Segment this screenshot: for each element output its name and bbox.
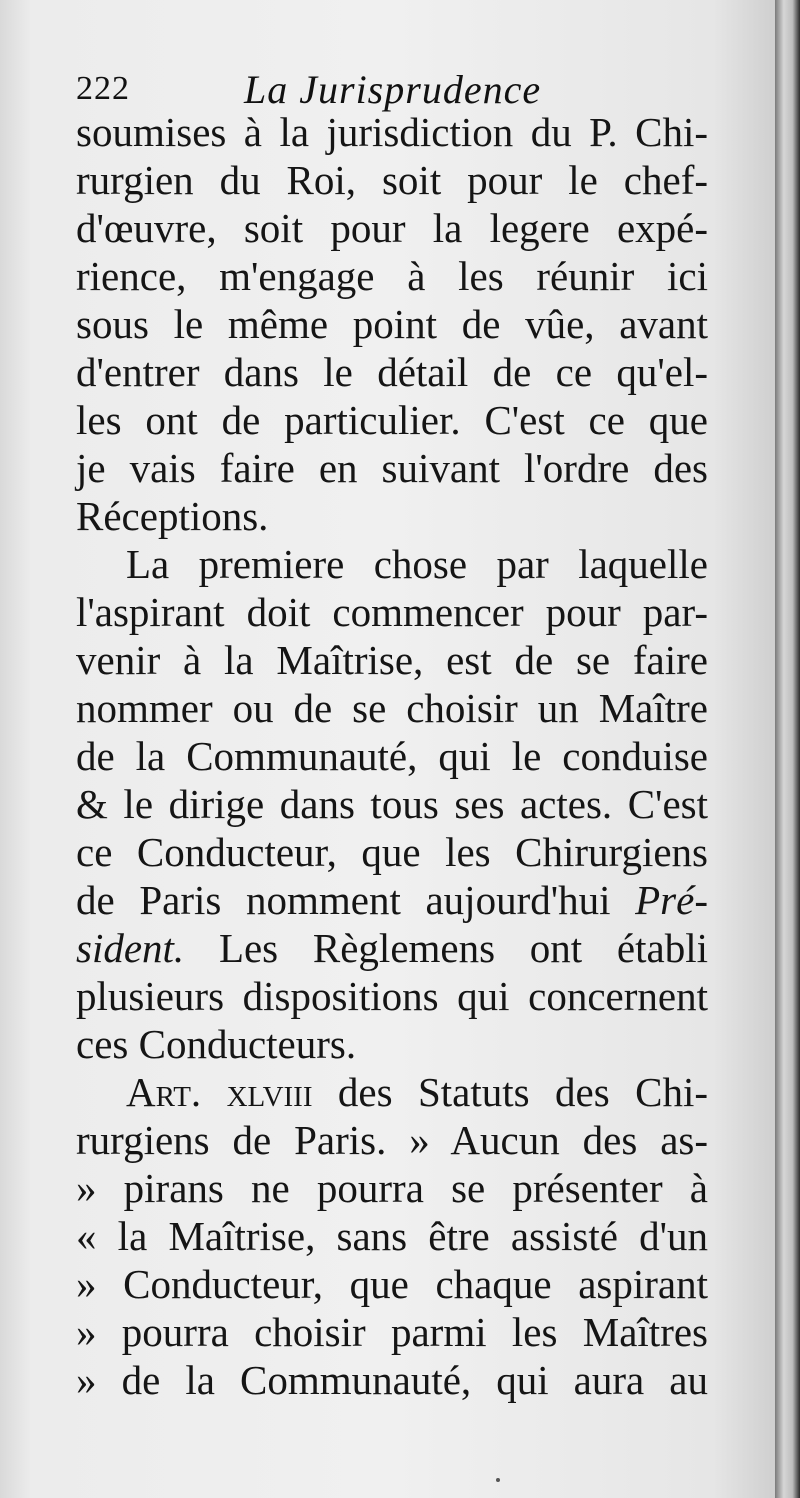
text-line: d'œuvre, soit pour la legere expé- <box>76 205 708 251</box>
quote-line: » pirans ne pourra se présenter à <box>76 1165 708 1211</box>
text-line: ces Conducteurs. <box>76 1021 357 1067</box>
text-line: rurgiens de Paris. » Aucun des as- <box>76 1117 708 1163</box>
text-line <box>76 876 708 924</box>
text-line: de la Communauté, qui le conduise <box>76 733 708 779</box>
text-line: venir à la Maîtrise, est de se faire <box>76 637 708 683</box>
text-line: rience, m'engage à les réunir ici <box>76 253 708 299</box>
page-number: 222 <box>76 70 130 107</box>
page-text <box>76 108 708 1404</box>
quote-line: » Conducteur, que chaque aspirant <box>76 1261 708 1307</box>
text-line: je vais faire en suivant l'ordre des <box>76 445 708 491</box>
text-line: les ont de particulier. C'est ce que <box>76 397 708 443</box>
text-line: plusieurs dispositions qui concernent <box>76 973 708 1019</box>
text-segment: des Statuts des Chi- <box>337 1069 708 1115</box>
text-line: nommer ou de se choisir un Maître <box>76 685 708 731</box>
ink-speck <box>496 1478 500 1482</box>
text-line: sous le même point de vûe, avant <box>76 301 708 347</box>
article-reference: Art. xlviii <box>126 1069 313 1115</box>
text-line: Réceptions. <box>76 493 269 539</box>
italic-term: Pré- <box>635 877 708 923</box>
text-line: d'entrer dans le détail de ce qu'el- <box>76 349 708 395</box>
text-segment: de Paris nomment aujourd'hui <box>76 877 611 923</box>
text-line: & le dirige dans tous ses actes. C'est <box>76 781 708 827</box>
quote-line: « la Maîtrise, sans être assisté d'un <box>76 1213 708 1259</box>
paragraph-first-line: La premiere chose par laquelle <box>126 541 708 587</box>
text-line: rurgien du Roi, soit pour le chef- <box>76 157 708 203</box>
quote-line: » pourra choisir parmi les Maîtres <box>76 1309 708 1355</box>
text-segment: Les Règlemens ont établi <box>218 925 708 971</box>
running-head: La Jurisprudence <box>244 67 542 112</box>
quote-line: » de la Communauté, qui aura au <box>76 1357 708 1403</box>
text-line: ce Conducteur, que les Chirurgiens <box>76 829 708 875</box>
page-edge <box>775 0 800 1498</box>
text-line <box>76 924 708 972</box>
text-line: l'aspirant doit commencer pour par- <box>76 589 708 635</box>
paragraph-first-line <box>76 1068 708 1116</box>
text-line: soumises à la jurisdiction du P. Chi- <box>76 109 708 155</box>
italic-term: sident. <box>76 925 185 971</box>
